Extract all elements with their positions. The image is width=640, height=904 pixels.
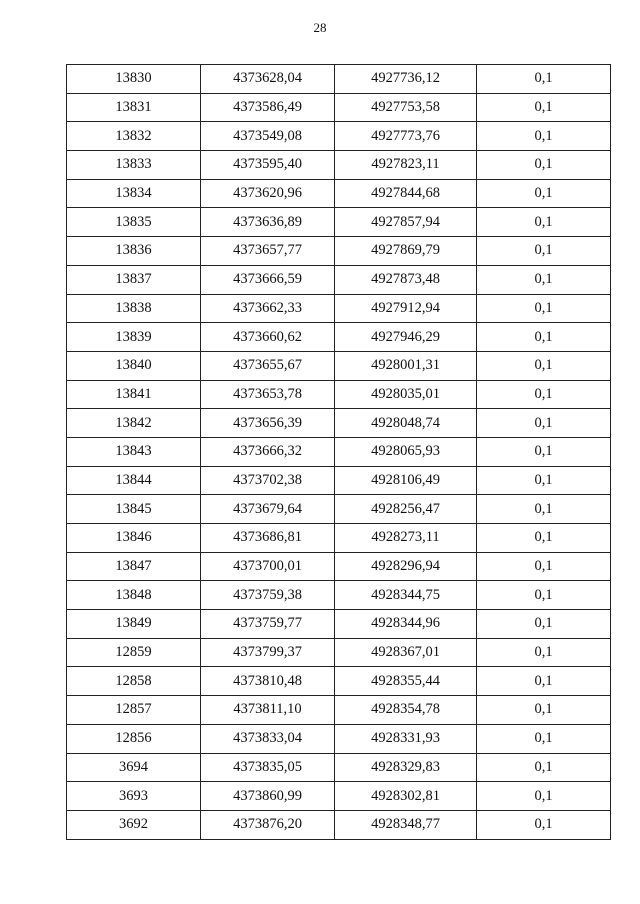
page-number: 28 — [313, 20, 327, 35]
accuracy-cell: 0,1 — [477, 782, 611, 811]
x-coordinate-cell: 4373660,62 — [201, 323, 335, 352]
accuracy-cell: 0,1 — [477, 466, 611, 495]
x-coordinate-cell: 4373835,05 — [201, 753, 335, 782]
table-row — [67, 93, 611, 122]
accuracy-cell: 0,1 — [477, 610, 611, 639]
accuracy-cell: 0,1 — [477, 351, 611, 380]
point-number-cell: 13849 — [67, 610, 201, 639]
table-row — [67, 724, 611, 753]
table-body — [67, 65, 611, 840]
accuracy-cell: 0,1 — [477, 93, 611, 122]
table-row — [67, 810, 611, 839]
y-coordinate-cell: 4928106,49 — [335, 466, 477, 495]
point-number-cell: 13846 — [67, 524, 201, 553]
y-coordinate-cell: 4928344,96 — [335, 610, 477, 639]
y-coordinate-cell: 4928048,74 — [335, 409, 477, 438]
x-coordinate-cell: 4373759,77 — [201, 610, 335, 639]
y-coordinate-cell: 4928256,47 — [335, 495, 477, 524]
accuracy-cell: 0,1 — [477, 638, 611, 667]
table-row — [67, 667, 611, 696]
y-coordinate-cell: 4928302,81 — [335, 782, 477, 811]
table-row — [67, 581, 611, 610]
x-coordinate-cell: 4373759,38 — [201, 581, 335, 610]
y-coordinate-cell: 4927869,79 — [335, 237, 477, 266]
y-coordinate-cell: 4928348,77 — [335, 810, 477, 839]
table-row — [67, 237, 611, 266]
accuracy-cell: 0,1 — [477, 151, 611, 180]
point-number-cell: 13845 — [67, 495, 201, 524]
accuracy-cell: 0,1 — [477, 122, 611, 151]
x-coordinate-cell: 4373811,10 — [201, 696, 335, 725]
point-number-cell: 12859 — [67, 638, 201, 667]
table-row — [67, 179, 611, 208]
x-coordinate-cell: 4373679,64 — [201, 495, 335, 524]
point-number-cell: 13847 — [67, 552, 201, 581]
y-coordinate-cell: 4927946,29 — [335, 323, 477, 352]
x-coordinate-cell: 4373586,49 — [201, 93, 335, 122]
accuracy-cell: 0,1 — [477, 667, 611, 696]
point-number-cell: 13834 — [67, 179, 201, 208]
y-coordinate-cell: 4927844,68 — [335, 179, 477, 208]
x-coordinate-cell: 4373549,08 — [201, 122, 335, 151]
point-number-cell: 13841 — [67, 380, 201, 409]
point-number-cell: 12857 — [67, 696, 201, 725]
x-coordinate-cell: 4373620,96 — [201, 179, 335, 208]
accuracy-cell: 0,1 — [477, 208, 611, 237]
x-coordinate-cell: 4373702,38 — [201, 466, 335, 495]
table-row — [67, 696, 611, 725]
x-coordinate-cell: 4373876,20 — [201, 810, 335, 839]
table-row — [67, 524, 611, 553]
table-row — [67, 409, 611, 438]
point-number-cell: 3693 — [67, 782, 201, 811]
x-coordinate-cell: 4373686,81 — [201, 524, 335, 553]
y-coordinate-cell: 4928329,83 — [335, 753, 477, 782]
x-coordinate-cell: 4373833,04 — [201, 724, 335, 753]
accuracy-cell: 0,1 — [477, 409, 611, 438]
table-row — [67, 495, 611, 524]
point-number-cell: 13835 — [67, 208, 201, 237]
table-row — [67, 65, 611, 94]
accuracy-cell: 0,1 — [477, 265, 611, 294]
x-coordinate-cell: 4373860,99 — [201, 782, 335, 811]
accuracy-cell: 0,1 — [477, 495, 611, 524]
point-number-cell: 3694 — [67, 753, 201, 782]
y-coordinate-cell: 4927753,58 — [335, 93, 477, 122]
table-row — [67, 380, 611, 409]
point-number-cell: 3692 — [67, 810, 201, 839]
x-coordinate-cell: 4373810,48 — [201, 667, 335, 696]
table-row — [67, 638, 611, 667]
point-number-cell: 13832 — [67, 122, 201, 151]
table-row — [67, 552, 611, 581]
table-row — [67, 323, 611, 352]
x-coordinate-cell: 4373655,67 — [201, 351, 335, 380]
x-coordinate-cell: 4373799,37 — [201, 638, 335, 667]
y-coordinate-cell: 4927736,12 — [335, 65, 477, 94]
point-number-cell: 12858 — [67, 667, 201, 696]
table-row — [67, 351, 611, 380]
accuracy-cell: 0,1 — [477, 810, 611, 839]
point-number-cell: 13848 — [67, 581, 201, 610]
point-number-cell: 13837 — [67, 265, 201, 294]
table-row — [67, 294, 611, 323]
point-number-cell: 12856 — [67, 724, 201, 753]
y-coordinate-cell: 4928296,94 — [335, 552, 477, 581]
accuracy-cell: 0,1 — [477, 294, 611, 323]
point-number-cell: 13842 — [67, 409, 201, 438]
x-coordinate-cell: 4373656,39 — [201, 409, 335, 438]
x-coordinate-cell: 4373595,40 — [201, 151, 335, 180]
x-coordinate-cell: 4373628,04 — [201, 65, 335, 94]
table-row — [67, 610, 611, 639]
point-number-cell: 13839 — [67, 323, 201, 352]
table-row — [67, 782, 611, 811]
table-row — [67, 208, 611, 237]
x-coordinate-cell: 4373636,89 — [201, 208, 335, 237]
x-coordinate-cell: 4373700,01 — [201, 552, 335, 581]
y-coordinate-cell: 4928354,78 — [335, 696, 477, 725]
point-number-cell: 13840 — [67, 351, 201, 380]
point-number-cell: 13843 — [67, 437, 201, 466]
point-number-cell: 13830 — [67, 65, 201, 94]
accuracy-cell: 0,1 — [477, 437, 611, 466]
coordinates-table — [66, 64, 611, 840]
x-coordinate-cell: 4373666,59 — [201, 265, 335, 294]
y-coordinate-cell: 4927912,94 — [335, 294, 477, 323]
y-coordinate-cell: 4927873,48 — [335, 265, 477, 294]
point-number-cell: 13838 — [67, 294, 201, 323]
accuracy-cell: 0,1 — [477, 380, 611, 409]
x-coordinate-cell: 4373666,32 — [201, 437, 335, 466]
x-coordinate-cell: 4373662,33 — [201, 294, 335, 323]
point-number-cell: 13831 — [67, 93, 201, 122]
accuracy-cell: 0,1 — [477, 323, 611, 352]
x-coordinate-cell: 4373657,77 — [201, 237, 335, 266]
y-coordinate-cell: 4928355,44 — [335, 667, 477, 696]
y-coordinate-cell: 4928001,31 — [335, 351, 477, 380]
accuracy-cell: 0,1 — [477, 696, 611, 725]
table-row — [67, 753, 611, 782]
table-row — [67, 151, 611, 180]
y-coordinate-cell: 4928035,01 — [335, 380, 477, 409]
x-coordinate-cell: 4373653,78 — [201, 380, 335, 409]
y-coordinate-cell: 4928367,01 — [335, 638, 477, 667]
table-row — [67, 265, 611, 294]
y-coordinate-cell: 4927773,76 — [335, 122, 477, 151]
accuracy-cell: 0,1 — [477, 581, 611, 610]
y-coordinate-cell: 4928065,93 — [335, 437, 477, 466]
accuracy-cell: 0,1 — [477, 65, 611, 94]
accuracy-cell: 0,1 — [477, 179, 611, 208]
y-coordinate-cell: 4928331,93 — [335, 724, 477, 753]
accuracy-cell: 0,1 — [477, 724, 611, 753]
table-row — [67, 466, 611, 495]
accuracy-cell: 0,1 — [477, 552, 611, 581]
y-coordinate-cell: 4928344,75 — [335, 581, 477, 610]
table-row — [67, 437, 611, 466]
accuracy-cell: 0,1 — [477, 753, 611, 782]
y-coordinate-cell: 4927857,94 — [335, 208, 477, 237]
y-coordinate-cell: 4927823,11 — [335, 151, 477, 180]
point-number-cell: 13836 — [67, 237, 201, 266]
accuracy-cell: 0,1 — [477, 524, 611, 553]
y-coordinate-cell: 4928273,11 — [335, 524, 477, 553]
point-number-cell: 13844 — [67, 466, 201, 495]
table-row — [67, 122, 611, 151]
point-number-cell: 13833 — [67, 151, 201, 180]
accuracy-cell: 0,1 — [477, 237, 611, 266]
